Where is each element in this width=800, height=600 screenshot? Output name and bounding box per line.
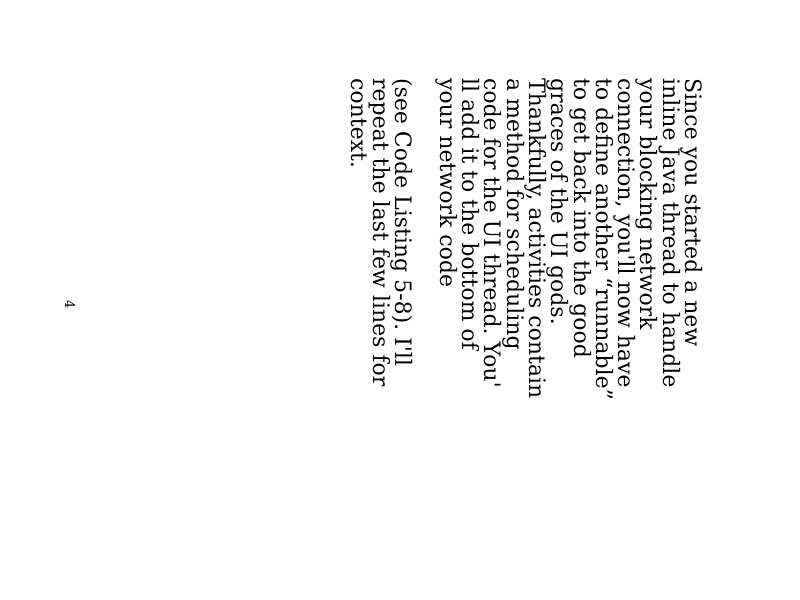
paragraph-code-listing-reference: (see Code Listing 5-8). I'll repeat the last few lines for context. [344, 78, 415, 387]
rotated-text-block [232, 78, 702, 518]
page-number: 4 [61, 300, 76, 309]
paragraph-runnable-explanation: Since you started a new inline Java thread to handle your blocking network connection, you'll now have to define another “runnable” to get back into the good graces of the UI gods. Thankfully, activities contain a method for scheduling code for the UI thread. You' ll add it to the bottom of your network code [433, 78, 704, 400]
